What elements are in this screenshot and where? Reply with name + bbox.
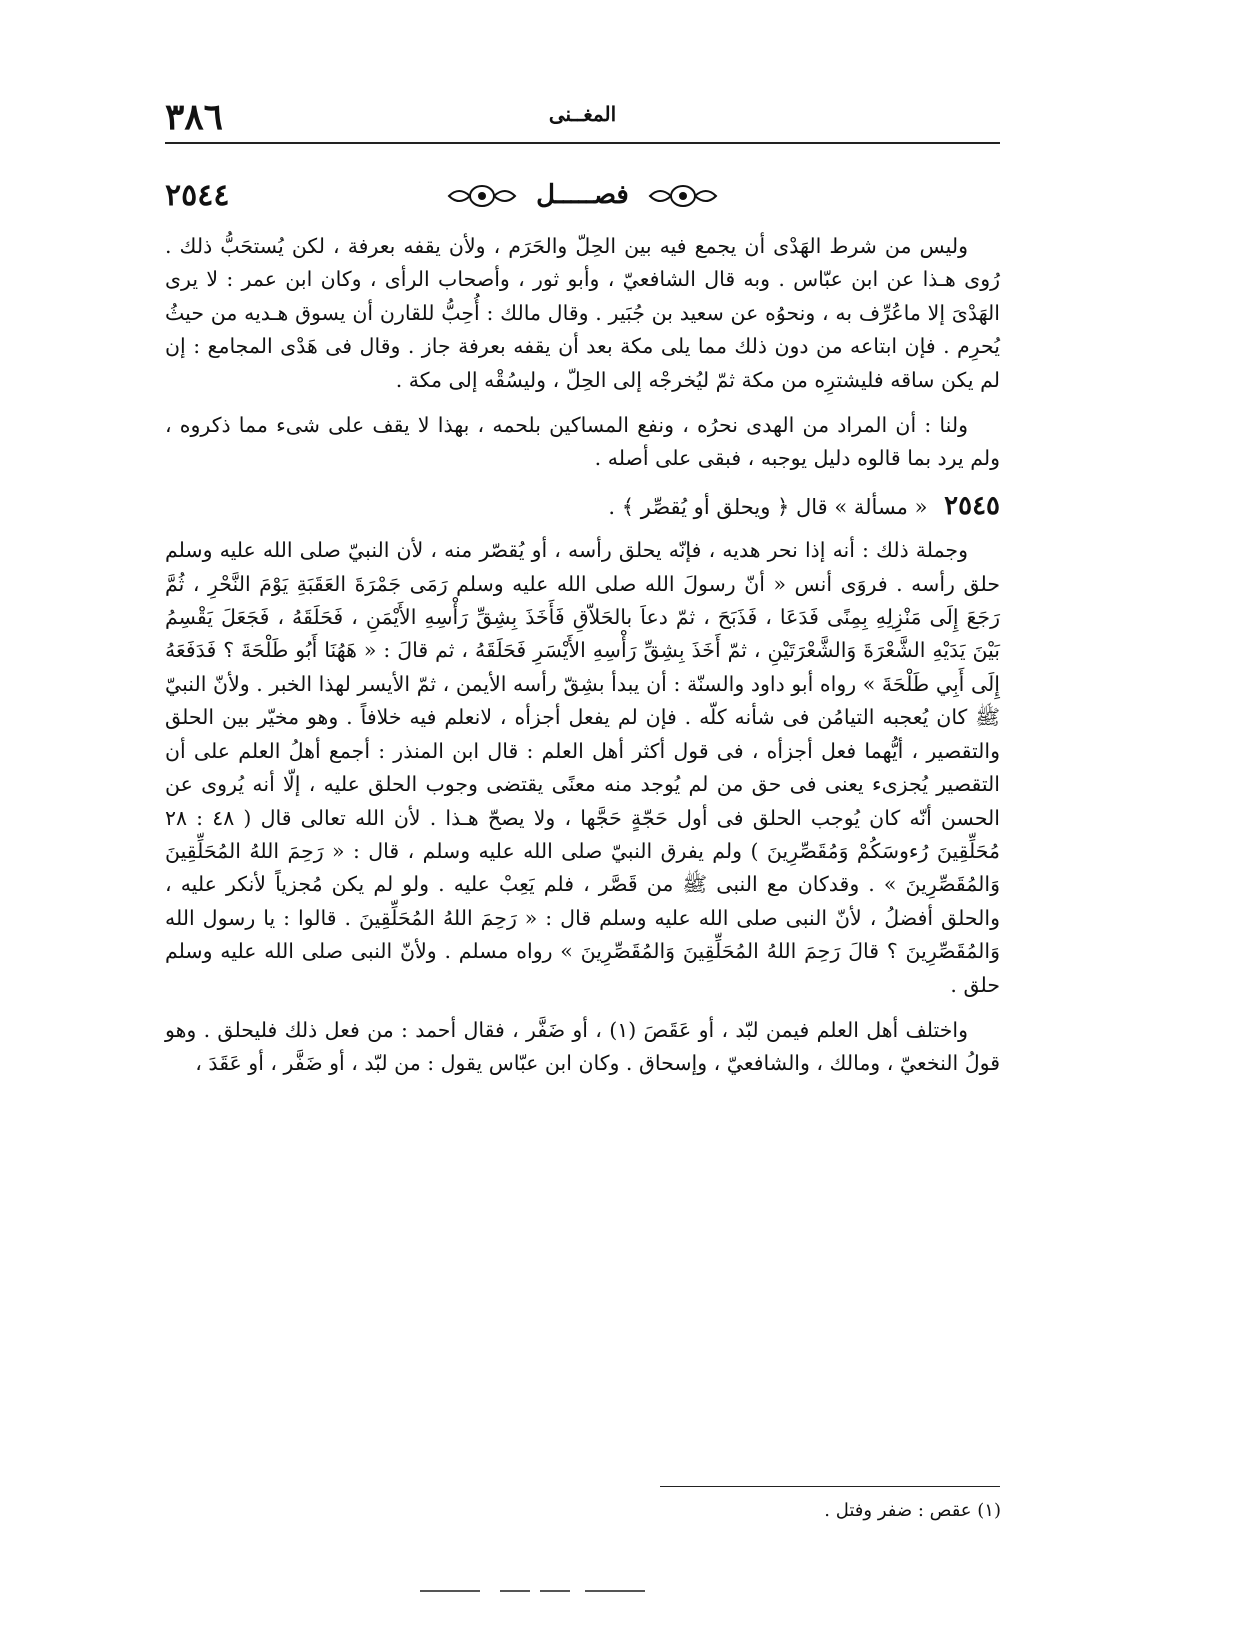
footnote-divider bbox=[660, 1486, 1000, 1487]
masala-heading bbox=[165, 490, 1000, 524]
bottom-scan-marks bbox=[420, 1590, 680, 1592]
masala-number: ٢٥٤٥ bbox=[944, 490, 1000, 521]
paragraph: وليس من شرط الهَدْى أن يجمع فيه بين الحِلّ والحَرَم ، ولأن يقفه بعرفة ، لكن يُستحَبُّ ذلك . رُوى هـذا عن ابن عبّاس . وبه قال الشافعيّ ، وأبو ثور ، وأصحاب الرأى ، وكان ابن عمر : لا يرى الهَدْىَ إلا ماعُرِّف به ، ونحوُه عن سعيد بن جُبَير . وقال مالك : أُحِبُّ للقارن أن يسوق هـديه من حيثُ يُحرِم . فإن ابتاعه من دون ذلك مما يلى مكة بعد أن يقفه بعرفة جاز . وقال فى هَدْى المجامع : إن لم يكن ساقه فليشترِه من مكة ثمّ ليُخرجْه إلى الحِلّ ، وليسُقْه إلى مكة . bbox=[165, 234, 1000, 392]
section-title: فصـــــل bbox=[536, 180, 629, 210]
header-divider bbox=[165, 142, 1000, 144]
paragraph: ولنا : أن المراد من الهدى نحرُه ، ونفع المساكين بلحمه ، بهذا لا يقف على شىء مما ذكروه ، ولم يرد بما قالوه دليل يوجبه ، فبقى على أصله . bbox=[165, 413, 1000, 471]
section-heading bbox=[165, 176, 1000, 220]
paragraph: واختلف أهل العلم فيمن لبّد ، أو عَقَصَ (١) ، أو ضَفَّر ، فقال أحمد : من فعل ذلك فليحلق . وهو قولُ النخعيّ ، ومالك ، والشافعيّ ، وإسحاق . وكان ابن عبّاس يقول : من لبّد ، أو ضَفَّر ، أو عَقَدَ ، bbox=[165, 1017, 1000, 1076]
masala-text: « مسألة » قال ﴿ ويحلق أو يُقصِّر ﴾ . bbox=[608, 494, 928, 519]
main-text bbox=[165, 230, 1000, 1081]
book-title: المغــنى bbox=[548, 102, 617, 126]
floral-ornament-icon bbox=[648, 182, 718, 210]
page-number: ٣٨٦ bbox=[165, 96, 224, 138]
paragraph: وجملة ذلك : أنه إذا نحر هديه ، فإنّه يحلق رأسه ، أو يُقصّر منه ، لأن النبيّ صلى الله عليه وسلم حلق رأسه . فروَى أنس « أنّ رسولَ الله صلى الله عليه وسلم رَمَى جَمْرَةَ العَقَبَةِ يَوْمَ النَّحْرِ ، ثُمَّ رَجَعَ إِلَى مَنْزِلِهِ بِمِنًى فَدَعَا ، فَذَبَحَ ، ثمّ دعاَ بالحَلاّقِ فَأَخَذَ بِشِقِّ رَأْسِهِ الأَيْمَنِ ، فَحَلَقَهُ ، فَجَعَلَ يَقْسِمُ بَيْنَ يَدَيْهِ الشَّعْرَةَ وَالشَّعْرَتَيْنِ ، ثمّ أَخَذَ بِشِقِّ رَأْسِهِ الأَيْسَرِ فَحَلَقَهُ ، ثم قالَ : « هَهُنَا أَبُو طَلْحَةَ ؟ فَدَفَعَهُ إِلَى أَبِي طَلْحَةَ » رواه أبو داود والسنّة : أن يبدأ بشِقّ رأسه الأيمن ، ثمّ الأيسر لهذا الخبر . ولأنّ النبيّ ﷺ كان يُعجبه التيامُن فى شأنه كلّه . فإن لم يفعل أجزأه ، لانعلم فيه خلافاً . وهو مخيّر بين الحلق والتقصير ، أيُّهما فعل أجزأه ، فى قول أكثر أهل العلم : قال ابن المنذر : أجمع أهلُ العلم على أن التقصير يُجزىء يعنى فى حق من لم يُوجد منه معنًى يقتضى وجوب الحلق عليه ، إلّا أنه يُروى عن الحسن أنّه كان يُوجب الحلق فى أول حَجّةٍ حَجَّها ، ولا يصحّ هـذا . لأن الله تعالى قال ( ٤٨ : ٢٨ مُحَلِّقِينَ رُءوسَكُمْ وَمُقَصِّرِينَ ) ولم يفرق النبيّ صلى الله عليه وسلم ، قال : « رَحِمَ اللهُ المُحَلِّقِينَ وَالمُقَصِّرِينَ » . وقدكان مع النبى ﷺ من قَصَّر ، فلم يَعِبْ عليه . ولو لم يكن مُجزياً لأنكر عليه ، والحلق أفضلُ ، لأنّ النبى صلى الله عليه وسلم قال : « رَحِمَ اللهُ المُحَلِّقِينَ . قالوا : يا رسول الله وَالمُقَصِّرِينَ ؟ قالَ رَحِمَ اللهُ المُحَلِّقِينَ وَالمُقَصِّرِينَ » رواه مسلم . ولأنّ النبى صلى الله عليه وسلم حلق . bbox=[165, 538, 1000, 997]
footnote: (١) عقص : ضفر وفتل . bbox=[824, 1500, 1001, 1521]
section-title-wrap bbox=[165, 180, 1000, 210]
floral-ornament-icon bbox=[447, 182, 517, 210]
section-number: ٢٥٤٤ bbox=[165, 178, 230, 213]
page-header bbox=[165, 96, 1000, 140]
